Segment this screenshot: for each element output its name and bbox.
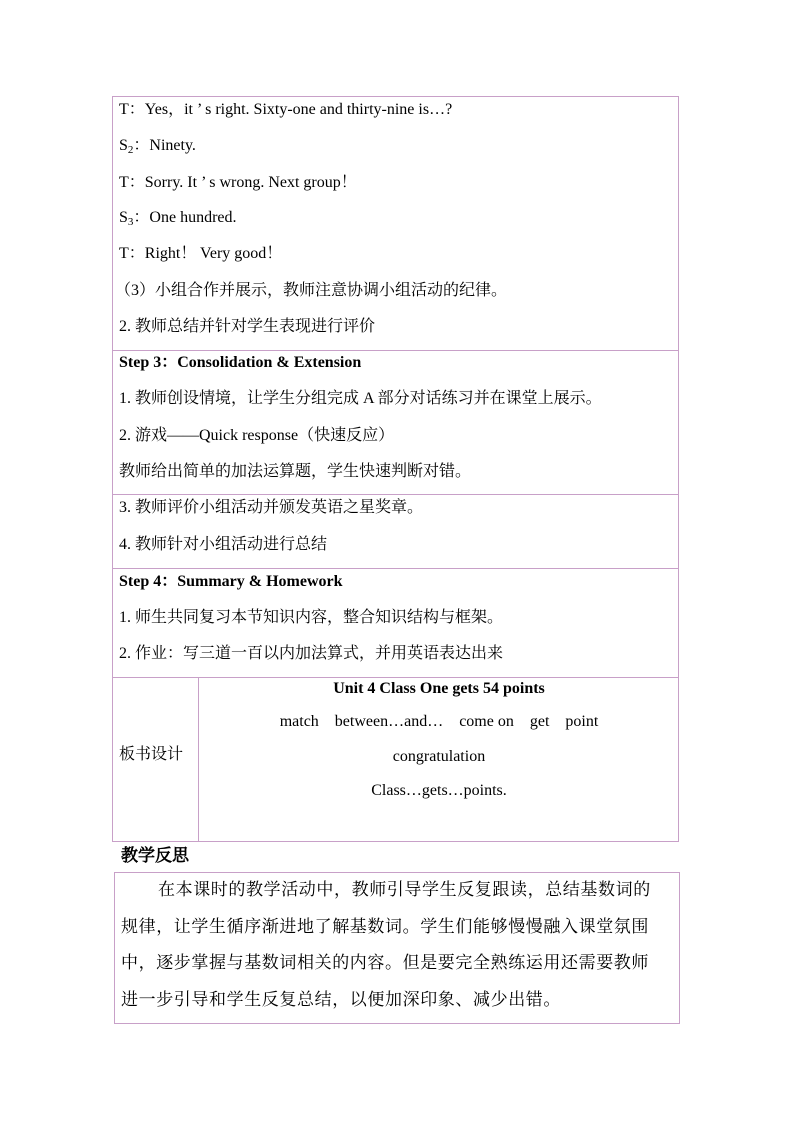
board-words: match between…and… come on get point: [279, 713, 599, 730]
dialogue-line: $S_3$：One hundred.: [119, 209, 237, 228]
reflection-heading: 教学反思: [121, 846, 189, 865]
reflection-line: 在本课时的教学活动中，教师引导学生反复跟读，总结基数词的: [158, 880, 651, 899]
reflection-line: 进一步引导和学生反复总结，以便加深印象、减少出错。: [121, 990, 561, 1009]
table-divider: [112, 568, 679, 569]
dialogue-line: $S_2$：Ninety.: [119, 137, 196, 156]
step3-item1: 1. 教师创设情境，让学生分组完成 A 部分对话练习并在课堂上展示。: [119, 390, 602, 407]
step3-heading: Step 3：Consolidation & Extension: [119, 354, 362, 371]
step4-item2: 2. 作业：写三道一百以内加法算式，并用英语表达出来: [119, 645, 504, 662]
dialogue-line: T：Yes，it ’ s right. Sixty-one and thirty-nine is…?: [119, 101, 453, 118]
board-sentence: Class…gets…points.: [371, 782, 507, 799]
step3-item2: 2. 游戏——Quick response（快速反应）: [119, 427, 395, 444]
dialogue-line: T：Right！ Very good！: [119, 245, 283, 262]
step2-item2: 2. 教师总结并针对学生表现进行评价: [119, 318, 376, 335]
dialogue-line: T：Sorry. It ’ s wrong. Next group！: [119, 174, 357, 191]
step3-item4: 4. 教师针对小组活动进行总结: [119, 536, 328, 553]
table-divider: [112, 350, 679, 351]
board-title: Unit 4 Class One gets 54 points: [333, 680, 545, 697]
step2-item3: （3）小组合作并展示，教师注意协调小组活动的纪律。: [115, 282, 508, 299]
reflection-line: 中，逐步掌握与基数词相关的内容。但是要完全熟练运用还需要教师: [121, 953, 649, 972]
step3-item2-desc: 教师给出简单的加法运算题，学生快速判断对错。: [119, 463, 472, 480]
board-word2: congratulation: [392, 748, 486, 765]
step3-item3: 3. 教师评价小组活动并颁发英语之星奖章。: [119, 499, 424, 516]
board-label: 板书设计: [119, 746, 184, 763]
table-divider: [112, 494, 679, 495]
step4-item1: 1. 师生共同复习本节知识内容，整合知识结构与框架。: [119, 609, 504, 626]
reflection-line: 规律，让学生循序渐进地了解基数词。学生们能够慢慢融入课堂氛围: [121, 917, 649, 936]
step4-heading: Step 4：Summary & Homework: [119, 573, 343, 590]
